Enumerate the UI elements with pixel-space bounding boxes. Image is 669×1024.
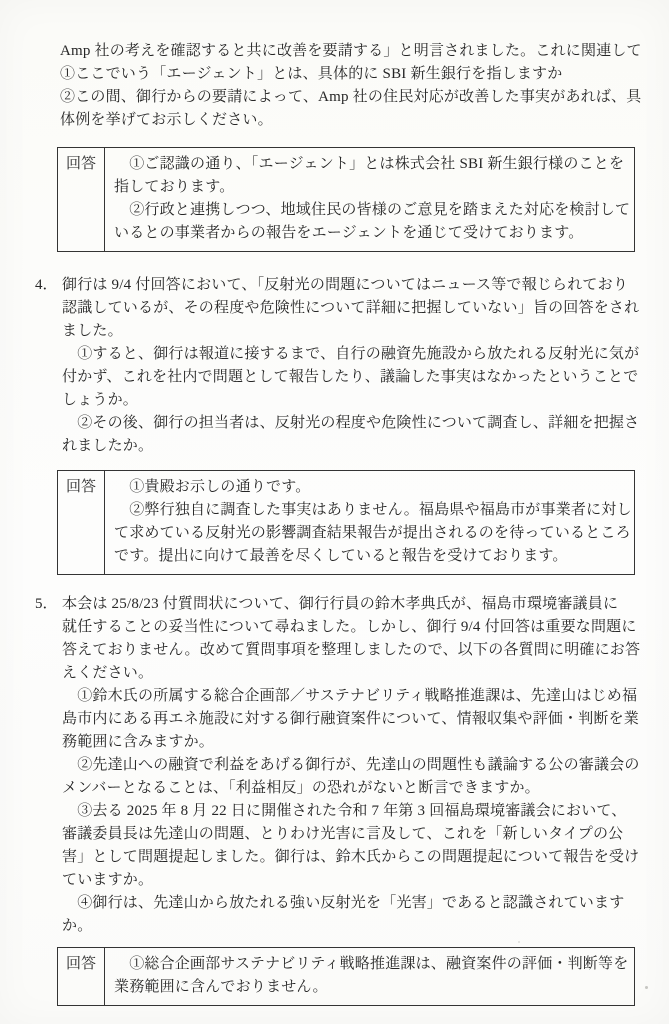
answer-text: [105, 148, 636, 251]
text-line: か。: [62, 918, 93, 934]
answer-text: [105, 471, 638, 574]
text-line: ①鈴木氏の所属する総合企画部／サステナビリティ戦略推進課は、先達山はじめ福: [62, 688, 638, 704]
text-line: ました。: [62, 323, 123, 339]
text-line: 業務範囲に含んでおりません。: [114, 979, 328, 995]
text-line: 害」として問題提起しました。御行は、鈴木氏からこの問題提起について報告を受け: [62, 849, 640, 865]
text-line: ②行政と連携しつつ、地域住民の皆様のご意見を踏まえた対応を検討して: [114, 202, 631, 218]
text-line: ①貴殿お示しの通りです。: [114, 479, 311, 495]
text-line: 御行は 9/4 付回答において、「反射光の問題についてはニュース等で報じられており: [62, 277, 629, 293]
answer-box-1: [57, 147, 635, 252]
question-number: 5．: [35, 596, 58, 612]
text-line: ②弊行独自に調査した事実はありません。福島県や福島市が事業者に対し: [114, 502, 632, 518]
answer-box-2: [57, 470, 635, 575]
answer-label: 回答: [58, 148, 105, 251]
text-line: 審議委員長は先達山の問題、とりわけ光害に言及して、これを「新しいタイプの公: [62, 826, 624, 842]
text-line: 体例を挙げてお示しください。: [60, 112, 273, 128]
text-line: えください。: [62, 665, 154, 681]
answer-text: [105, 948, 634, 1005]
text-line: 務範囲に含みますか。: [62, 734, 215, 750]
text-line: ていますか。: [62, 872, 154, 888]
text-line: れましたか。: [62, 438, 154, 454]
text-line: ①ここでいう「エージェント」とは、具体的に SBI 新生銀行を指しますか: [60, 66, 563, 82]
text-line: ②この間、御行からの要請によって、Amp 社の住民対応が改善した事実があれば、具: [60, 89, 642, 105]
text-line: 答えておりません。改めて質問事項を整理しましたので、以下の各質問に明確にお答: [62, 642, 641, 658]
scan-artifact-speck: [645, 986, 648, 989]
question-body: [62, 593, 641, 938]
answer-box-3: [57, 947, 635, 1006]
text-line: です。提出に向けて最善を尽くしていると報告を受けております。: [114, 548, 568, 564]
text-line: しょうか。: [62, 392, 139, 408]
question-body: [62, 274, 640, 458]
text-line: 指しております。: [114, 179, 235, 195]
text-line: ①総合企画部サステナビリティ戦略推進課は、融資案件の評価・判断等を: [114, 956, 629, 972]
text-line: Amp 社の考えを確認すると共に改善を要請する」と明言されました。これに関連して: [60, 43, 642, 59]
text-line: 付かず、これを社内で問題として報告したり、議論した事実はなかったということで: [62, 369, 639, 385]
text-line: ④御行は、先達山から放たれる強い反射光を「光害」であると認識されています: [62, 895, 625, 911]
text-line: ①ご認識の通り、「エージェント」とは株式会社 SBI 新生銀行様のことを: [114, 156, 625, 172]
question-3-continuation: [60, 40, 642, 132]
answer-label: 回答: [58, 948, 105, 1005]
question-item-4: [35, 274, 640, 458]
question-item-5: [35, 593, 641, 938]
text-line: ③去る 2025 年 8 月 22 日に開催された令和 7 年第 3 回福島環境審議会において、: [62, 803, 627, 819]
text-line: メンバーとなることは、「利益相反」の恐れがないと断言できますか。: [62, 780, 540, 796]
text-line: ②その後、御行の担当者は、反射光の程度や危険性について調査し、詳細を把握さ: [62, 415, 640, 431]
question-number: 4．: [35, 277, 58, 293]
text-line: 就任することの妥当性について尋ねました。しかし、御行 9/4 付回答は重要な問題に: [62, 619, 637, 635]
scan-artifact-speck: [518, 941, 520, 943]
text-line: ②先達山への融資で利益をあげる御行が、先達山の問題性も議論する公の審議会の: [62, 757, 640, 773]
text-line: いるとの事業者からの報告をエージェントを通じて受けております。: [114, 225, 584, 241]
answer-label: 回答: [58, 471, 105, 574]
text-line: 本会は 25/8/23 付質問状について、御行行員の鈴木孝典氏が、福島市環境審議員に: [62, 596, 619, 612]
text-line: 島市内にある再エネ施設に対する御行融資案件について、情報収集や評価・判断を業: [62, 711, 640, 727]
text-line: て求めている反射光の影響調査結果報告が提出されるのを待っているところ: [114, 525, 631, 541]
text-line: ①すると、御行は報道に接するまで、自行の融資先施設から放たれる反射光に気が: [62, 346, 640, 362]
text-line: 認識しているが、その程度や危険性について詳細に把握していない」旨の回答をされ: [62, 300, 640, 316]
